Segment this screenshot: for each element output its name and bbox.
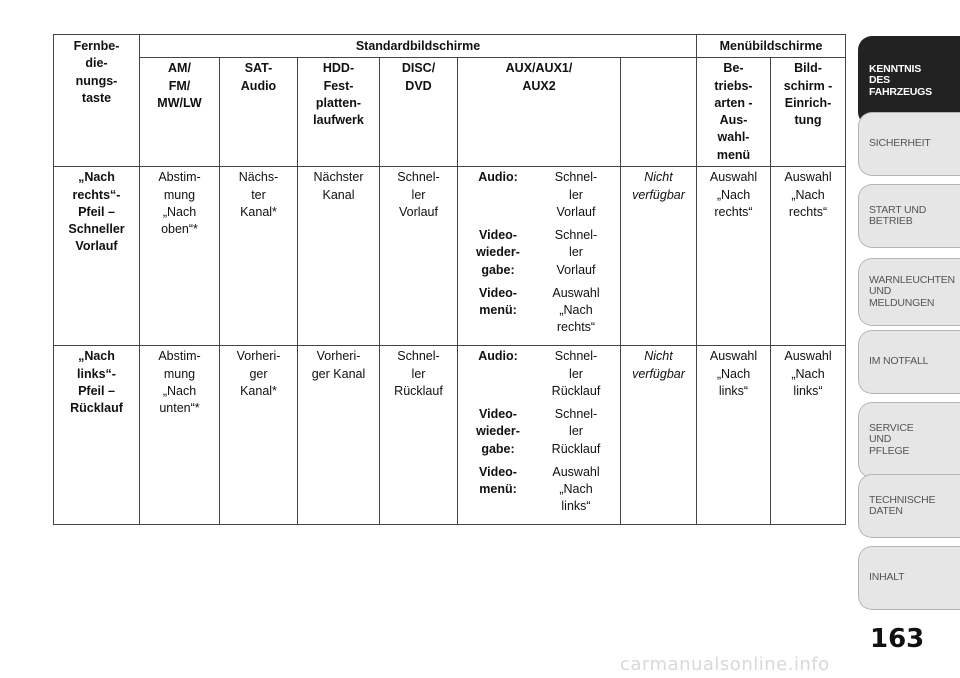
tab-label: START UND BETRIEB bbox=[869, 203, 927, 227]
tab-service-und-pflege[interactable] bbox=[858, 402, 960, 478]
tab-label: TECHNISCHE DATEN bbox=[869, 493, 936, 517]
header-disc-dvd: DISC/ DVD bbox=[380, 58, 458, 167]
cell-not-available: Nicht verfügbar bbox=[621, 167, 697, 346]
aux-sub-key: Audio: bbox=[478, 170, 518, 185]
cell-screen-setup: Auswahl „Nach links“ bbox=[771, 346, 846, 525]
tab-label: SERVICE UND PFLEGE bbox=[869, 422, 914, 457]
header-remote-key: Fernbe- die- nungs- taste bbox=[54, 35, 140, 167]
chapter-tabs-sidebar bbox=[858, 0, 960, 678]
aux-sub-value: Schnel- ler Rücklauf bbox=[551, 407, 601, 456]
cell-am: Abstim- mung „Nach unten“* bbox=[140, 346, 220, 525]
header-standard-screens: Standardbildschirme bbox=[140, 35, 697, 58]
tab-label: INHALT bbox=[869, 571, 905, 584]
cell-sat: Vorheri- ger Kanal* bbox=[220, 346, 298, 525]
cell-hdd: Nächster Kanal bbox=[298, 167, 380, 346]
header-sat-audio: SAT- Audio bbox=[220, 58, 298, 167]
cell-am: Abstim- mung „Nach oben“* bbox=[140, 167, 220, 346]
remote-control-function-table bbox=[53, 34, 846, 525]
aux-sub-value: Schnel- ler Rücklauf bbox=[551, 349, 601, 398]
tab-sicherheit[interactable] bbox=[858, 112, 960, 176]
aux-sub-row bbox=[461, 464, 617, 516]
cell-sat: Nächs- ter Kanal* bbox=[220, 167, 298, 346]
aux-sub-row bbox=[461, 227, 617, 279]
cell-disc: Schnel- ler Rücklauf bbox=[380, 346, 458, 525]
watermark: carmanualsonline.info bbox=[620, 654, 830, 675]
cell-screen-setup: Auswahl „Nach rechts“ bbox=[771, 167, 846, 346]
tab-im-notfall[interactable] bbox=[858, 330, 960, 394]
cell-not-available: Nicht verfügbar bbox=[621, 346, 697, 525]
cell-mode-menu: Auswahl „Nach links“ bbox=[697, 346, 771, 525]
header-aux: AUX/AUX1/ AUX2 bbox=[458, 58, 621, 167]
table-row bbox=[54, 346, 846, 525]
aux-sub-key: Audio: bbox=[478, 349, 518, 364]
aux-sub-value: Schnel- ler Vorlauf bbox=[554, 170, 598, 219]
table-row bbox=[54, 167, 846, 346]
tab-label: IM NOTFALL bbox=[869, 355, 929, 368]
cell-disc: Schnel- ler Vorlauf bbox=[380, 167, 458, 346]
aux-sub-row bbox=[461, 406, 617, 458]
header-menu-screens: Menübildschirme bbox=[697, 35, 846, 58]
header-mode-menu: Be- triebs- arten - Aus- wahl- menü bbox=[697, 58, 771, 167]
header-screen-setup: Bild- schirm - Einrich- tung bbox=[771, 58, 846, 167]
cell-hdd: Vorheri- ger Kanal bbox=[298, 346, 380, 525]
aux-sub-value: Auswahl „Nach links“ bbox=[552, 464, 600, 514]
function-table-container bbox=[53, 34, 845, 546]
tab-warnleuchten[interactable] bbox=[858, 258, 960, 326]
page-number: 163 bbox=[870, 624, 925, 654]
header-blank bbox=[621, 58, 697, 167]
aux-sub-value: Schnel- ler Vorlauf bbox=[554, 228, 598, 277]
aux-sub-row bbox=[461, 169, 617, 221]
aux-sub-row bbox=[461, 348, 617, 400]
header-hdd: HDD- Fest- platten- laufwerk bbox=[298, 58, 380, 167]
row-key-left: „Nach links“- Pfeil – Rücklauf bbox=[54, 346, 140, 525]
cell-aux bbox=[458, 167, 621, 346]
aux-sub-key: Video- menü: bbox=[479, 464, 517, 496]
header-am-fm: AM/ FM/ MW/LW bbox=[140, 58, 220, 167]
tab-inhalt[interactable] bbox=[858, 546, 960, 610]
tab-label: SICHERHEIT bbox=[869, 137, 931, 150]
aux-sub-key: Video- wieder- gabe: bbox=[476, 407, 520, 456]
cell-aux bbox=[458, 346, 621, 525]
tab-technische-daten[interactable] bbox=[858, 474, 960, 538]
tab-start-und-betrieb[interactable] bbox=[858, 184, 960, 248]
tab-label: WARNLEUCHTEN UND MELDUNGEN bbox=[869, 274, 955, 309]
cell-mode-menu: Auswahl „Nach rechts“ bbox=[697, 167, 771, 346]
aux-sub-key: Video- wieder- gabe: bbox=[476, 228, 520, 277]
row-key-right: „Nach rechts“- Pfeil – Schneller Vorlauf bbox=[54, 167, 140, 346]
tab-label: KENNTNIS DES FAHRZEUGS bbox=[869, 63, 932, 98]
aux-sub-row bbox=[461, 285, 617, 337]
aux-sub-value: Auswahl „Nach rechts“ bbox=[552, 285, 600, 335]
aux-sub-key: Video- menü: bbox=[479, 285, 517, 317]
